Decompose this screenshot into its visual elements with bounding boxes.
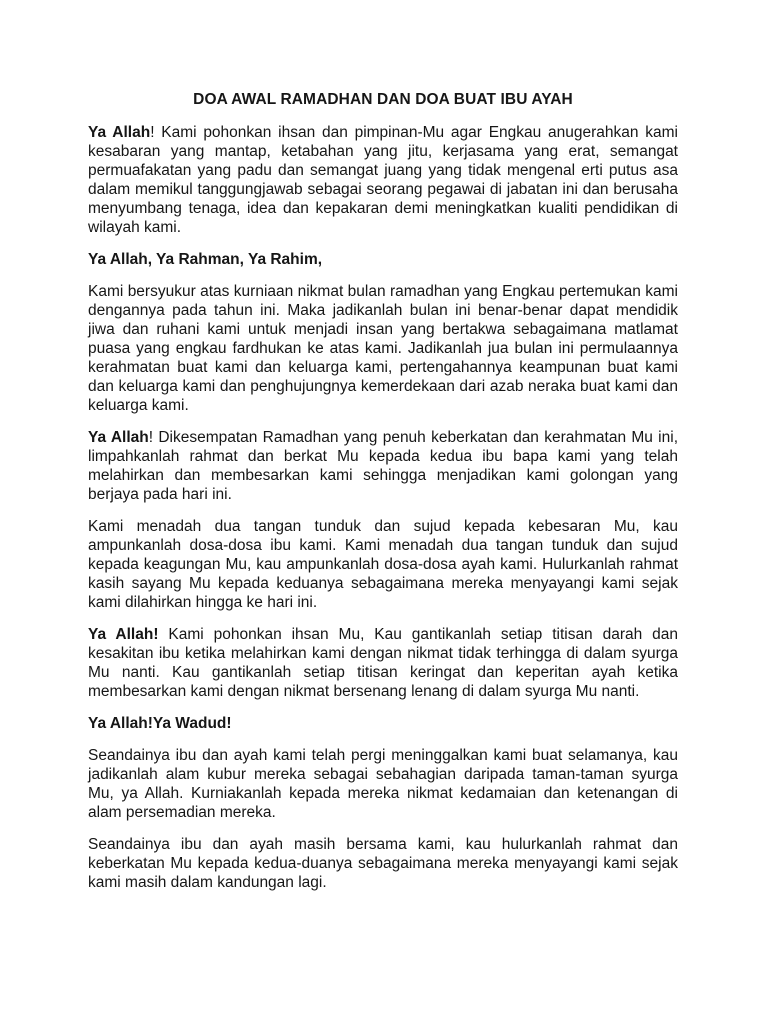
paragraph-menadah-tangan: Kami menadah dua tangan tunduk dan sujud kepada kebesaran Mu, kau ampunkanlah dosa-dosa ibu kami. Kami menadah dua tangan tunduk dan sujud kepada keagungan Mu, kau ampunkanlah dosa-dosa ayah kami. Hulurkanlah rahmat kasih sayang Mu kepada keduanya sebagaimana mereka menyayangi kami sejak kami dilahirkan hingga ke hari ini. (88, 518, 678, 611)
heading-ya-allah-ya-rahman-ya-rahim: Ya Allah, Ya Rahman, Ya Rahim, (88, 251, 323, 268)
paragraph-opening-doa (88, 123, 678, 237)
paragraph-lead-bold: Ya Allah (88, 124, 151, 141)
paragraph-lead-bold: Ya Allah (88, 429, 149, 446)
heading-ya-allah-ya-wadud: Ya Allah!Ya Wadud! (88, 715, 232, 732)
paragraph-text: ! Dikesempatan Ramadhan yang penuh keberkatan dan kerahmatan Mu ini, limpahkanlah rahmat dan berkat Mu kepada kedua ibu bapa kami yang telah melahirkan dan membesarkan kami sehingga menjadikan kami golongan yang berjaya pada hari ini. (88, 429, 678, 503)
paragraph-text: Kami pohonkan ihsan Mu, Kau gantikanlah setiap titisan darah dan kesakitan ibu ketika melahirkan kami dengan nikmat tidak terhingga di dalam syurga Mu nanti. Kau gantikanlah setiap titisan keringat dan keperitan ayah ketika membesarkan kami dengan nikmat bersenang lenang di dalam syurga Mu nanti. (88, 626, 678, 700)
document-title: DOA AWAL RAMADHAN DAN DOA BUAT IBU AYAH (193, 91, 573, 108)
paragraph-text: ! Kami pohonkan ihsan dan pimpinan-Mu agar Engkau anugerahkan kami kesabaran yang mantap, ketabahan yang jitu, kerjasama yang erat, semangat permuafakatan yang padu dan semangat juang yang tidak mengenal erti putus asa dalam memikul tanggungjawab sebagai seorang pegawai di jabatan ini dan berusaha menyumbang tenaga, idea dan kepakaran demi meningkatkan kualiti pendidikan di wilayah kami. (88, 124, 679, 236)
paragraph-lead-bold: Ya Allah! (88, 626, 159, 643)
paragraph-alam-kubur: Seandainya ibu dan ayah kami telah pergi meninggalkan kami buat selamanya, kau jadikanlah alam kubur mereka sebagai sebahagian daripada taman-taman syurga Mu, ya Allah. Kurniakanlah kepada mereka nikmat kedamaian dan ketenangan di alam persemadian mereka. (88, 747, 678, 821)
paragraph-masih-bersama: Seandainya ibu dan ayah masih bersama kami, kau hulurkanlah rahmat dan keberkatan Mu kepada kedua-duanya sebagaimana mereka menyayangi kami sejak kami masih dalam kandungan lagi. (88, 836, 678, 891)
paragraph-gantikan-titisan (88, 625, 678, 701)
paragraph-doa-ibu-bapa (88, 428, 678, 504)
paragraph-bersyukur-ramadhan: Kami bersyukur atas kurniaan nikmat bulan ramadhan yang Engkau pertemukan kami dengannya pada tahun ini. Maka jadikanlah bulan ini benar-benar dapat mendidik jiwa dan ruhani kami untuk menjadi insan yang bertakwa sebagaimana matlamat puasa yang engkau fardhukan ke atas kami. Jadikanlah jua bulan ini permulaannya kerahmatan buat kami dan keluarga kami, pertengahannya keampunan buat kami dan keluarga kami dan penghujungnya kemerdekaan dari azab neraka buat kami dan keluarga kami. (88, 283, 678, 414)
